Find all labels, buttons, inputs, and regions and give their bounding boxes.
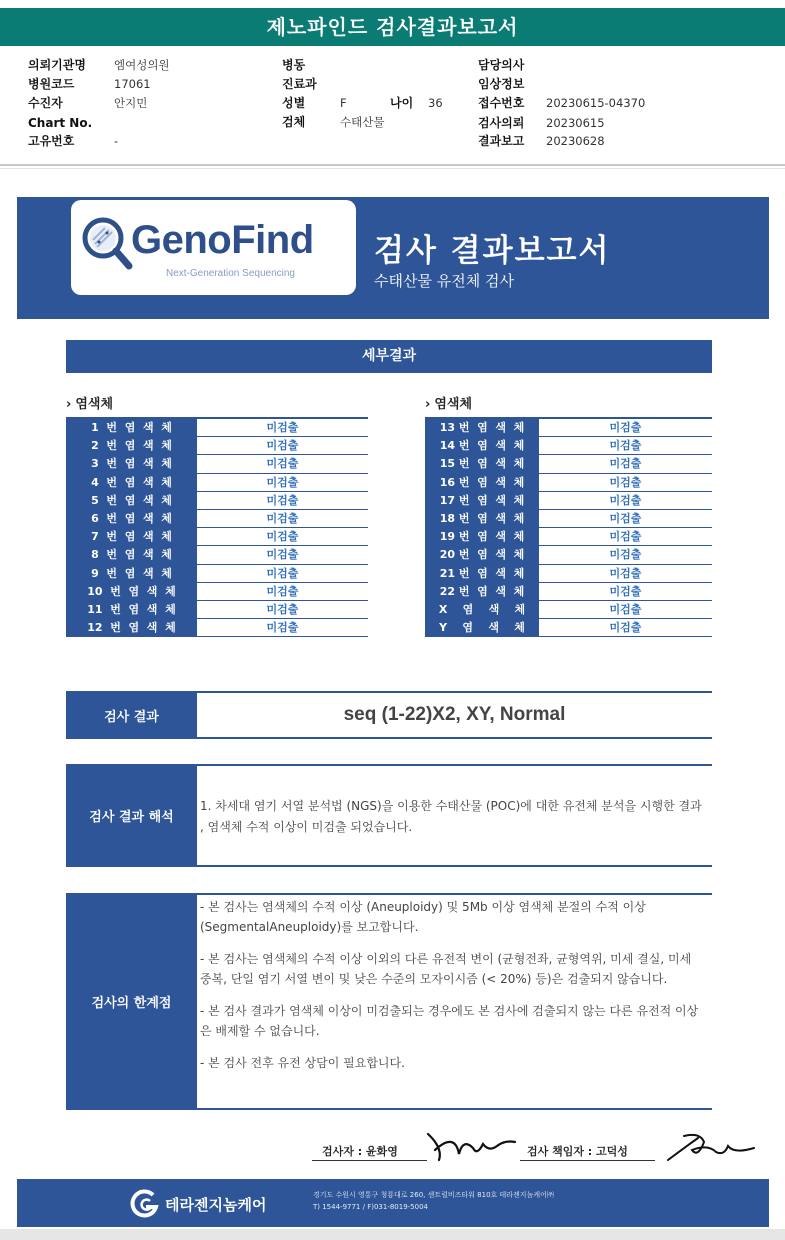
chromosome-name: 1 번 염 색 체 xyxy=(66,419,197,436)
chromosome-row xyxy=(425,619,712,637)
responsible-signature-image xyxy=(664,1128,759,1166)
age-value: 36 xyxy=(428,96,443,110)
limitation-item: - 본 검사 전후 유전 상담이 필요합니다. xyxy=(200,1056,405,1070)
chromosome-result: 미검출 xyxy=(266,493,299,507)
chromosome-result: 미검출 xyxy=(609,602,642,616)
limitations-block xyxy=(66,893,712,1110)
chromosome-name: X 염 색 체 xyxy=(425,601,539,618)
chromosome-name: 16 번 염 색 체 xyxy=(425,474,539,491)
magnifier-dna-icon xyxy=(79,214,135,280)
chromosome-result: 미검출 xyxy=(609,457,642,471)
chromosome-name: 15 번 염 색 체 xyxy=(425,455,539,472)
banner-title: 검사 결과보고서 xyxy=(374,233,611,269)
chevron-right-icon: › xyxy=(425,397,431,412)
institution-label: 의뢰기관명 xyxy=(28,58,86,72)
genofind-logo xyxy=(71,200,356,295)
tester-signature-label: 검사자 : 윤화영 xyxy=(322,1145,398,1158)
test-result-label: 검사 결과 xyxy=(66,693,197,737)
company-phone: T) 1544-9771 / F)031-8019-5004 xyxy=(313,1203,428,1211)
chromosome-row xyxy=(66,455,368,473)
report-label: 결과보고 xyxy=(478,134,525,148)
signature-line xyxy=(520,1160,655,1161)
chromosome-row xyxy=(425,492,712,510)
interpretation-text: 1. 차세대 염기 서열 분석법 (NGS)을 이용한 수태산물 (POC)에 대한 유전체 분석을 시행한 결과 , 염색체 수적 이상이 미검출 되었습니다. xyxy=(200,799,702,834)
limitation-item: - 본 검사 결과가 염색체 이상이 미검출되는 경우에도 본 검사에 검출되지 않는 다른 유전적 이상은 배제할 수 없습니다. xyxy=(200,1004,699,1038)
dept-label: 진료과 xyxy=(282,77,317,91)
company-name: 테라젠지놈케어 xyxy=(165,1196,267,1214)
page-bottom-edge xyxy=(0,1229,785,1240)
chromosome-name: 9 번 염 색 체 xyxy=(66,565,197,582)
banner-subtitle: 수태산물 유전체 검사 xyxy=(374,272,514,290)
chromosome-heading-right xyxy=(425,393,472,412)
chromosome-result: 미검출 xyxy=(266,548,299,562)
divider xyxy=(0,168,785,169)
doctor-label: 담당의사 xyxy=(478,58,525,72)
request-label: 검사의뢰 xyxy=(478,116,525,130)
company-logo-icon xyxy=(129,1189,161,1219)
sex-value: F xyxy=(340,96,347,110)
chromosome-result: 미검출 xyxy=(609,621,642,635)
chromosome-row xyxy=(425,510,712,528)
chromosome-result: 미검출 xyxy=(266,511,299,525)
chromosome-name: 12 번 염 색 체 xyxy=(66,619,197,636)
unique-value: - xyxy=(114,134,119,148)
chromosome-name: 20 번 염 색 체 xyxy=(425,546,539,563)
chromosome-result: 미검출 xyxy=(266,584,299,598)
chromosome-heading-left xyxy=(66,393,113,412)
chromosome-result: 미검출 xyxy=(266,439,299,453)
chromosome-result: 미검출 xyxy=(266,566,299,580)
detail-results-header: 세부결과 xyxy=(66,340,712,373)
chromosome-name: 19 번 염 색 체 xyxy=(425,528,539,545)
test-result-value: seq (1-22)X2, XY, Normal xyxy=(343,704,566,725)
chromosome-name: 13 번 염 색 체 xyxy=(425,419,539,436)
chromosome-result: 미검출 xyxy=(266,602,299,616)
chromosome-row xyxy=(425,528,712,546)
request-value: 20230615 xyxy=(546,116,605,130)
footer xyxy=(17,1179,769,1227)
chromosome-name: 21 번 염 색 체 xyxy=(425,565,539,582)
responsible-signature-label: 검사 책임자 : 고덕성 xyxy=(527,1145,628,1158)
chromosome-name: 7 번 염 색 체 xyxy=(66,528,197,545)
patient-info xyxy=(0,52,785,152)
sex-label: 성별 xyxy=(282,96,306,110)
report-value: 20230628 xyxy=(546,134,605,148)
receipt-value: 20230615-04370 xyxy=(546,96,646,110)
limitation-item: - 본 검사는 염색체의 수적 이상 (Aneuploidy) 및 5Mb 이상 염색체 분절의 수적 이상 (SegmentalAneuploidy)를 보고합니다. xyxy=(200,900,646,934)
chromosome-row xyxy=(425,546,712,564)
specimen-label: 검체 xyxy=(282,115,306,129)
chromosome-result: 미검출 xyxy=(266,530,299,544)
chromosome-row xyxy=(425,419,712,437)
chromosome-row xyxy=(66,528,368,546)
chromosome-row xyxy=(66,583,368,601)
chromosome-result: 미검출 xyxy=(609,493,642,507)
chromosome-row xyxy=(66,419,368,437)
chromosome-name: 14 번 염 색 체 xyxy=(425,437,539,454)
patient-value: 안지민 xyxy=(114,96,148,110)
chromosome-row xyxy=(66,601,368,619)
chromosome-result: 미검출 xyxy=(609,566,642,580)
hospital-code-label: 병원코드 xyxy=(28,77,75,91)
chromosome-row xyxy=(66,546,368,564)
divider xyxy=(0,164,785,166)
chromosome-row xyxy=(425,601,712,619)
unique-label: 고유번호 xyxy=(28,134,75,148)
chromosome-name: 22 번 염 색 체 xyxy=(425,583,539,600)
chromosome-table-right xyxy=(425,417,712,637)
chromosome-name: 8 번 염 색 체 xyxy=(66,546,197,563)
chromosome-row xyxy=(66,565,368,583)
chromosome-row xyxy=(66,510,368,528)
chromosome-name: 6 번 염 색 체 xyxy=(66,510,197,527)
report-header-title: 제노파인드 검사결과보고서 xyxy=(0,8,785,46)
patient-label: 수진자 xyxy=(28,96,63,110)
chromosome-result: 미검출 xyxy=(609,475,642,489)
chromosome-result: 미검출 xyxy=(266,475,299,489)
report-banner xyxy=(17,197,769,319)
company-address: 경기도 수원시 영통구 청룡대로 260, 센트럴비즈타워 810호 테라젠지놈케어㈜ xyxy=(313,1191,554,1199)
chromosome-result: 미검출 xyxy=(609,548,642,562)
limitations-label: 검사의 한계점 xyxy=(66,895,197,1108)
hospital-code-value: 17061 xyxy=(114,77,151,91)
chromosome-name: 4 번 염 색 체 xyxy=(66,474,197,491)
heading-text: 염색체 xyxy=(434,397,473,412)
chromosome-name: 2 번 염 색 체 xyxy=(66,437,197,454)
chromosome-result: 미검출 xyxy=(266,457,299,471)
chromosome-name: 5 번 염 색 체 xyxy=(66,492,197,509)
chart-label: Chart No. xyxy=(28,116,93,130)
chromosome-name: 18 번 염 색 체 xyxy=(425,510,539,527)
chromosome-row xyxy=(425,474,712,492)
chromosome-name: 10 번 염 색 체 xyxy=(66,583,197,600)
signature-line xyxy=(312,1160,427,1161)
chromosome-row xyxy=(425,437,712,455)
limitation-item: - 본 검사는 염색체의 수적 이상 이외의 다른 유전적 변이 (균형전좌, 균형역위, 미세 결실, 미세 중복, 단일 염기 서열 변이 및 낮은 수준의 모자이시즘 (< 20%) 등)은 검출되지 않습니다. xyxy=(200,952,692,986)
chromosome-row xyxy=(425,455,712,473)
chromosome-name: 17 번 염 색 체 xyxy=(425,492,539,509)
chromosome-name: Y 염 색 체 xyxy=(425,619,539,636)
chromosome-name: 11 번 염 색 체 xyxy=(66,601,197,618)
ward-label: 병동 xyxy=(282,58,306,72)
chromosome-result: 미검출 xyxy=(609,511,642,525)
interpretation-block xyxy=(66,764,712,867)
test-result-block xyxy=(66,691,712,739)
chromosome-result: 미검출 xyxy=(609,530,642,544)
chromosome-row xyxy=(425,583,712,601)
logo-subtext: Next-Generation Sequencing xyxy=(166,268,295,279)
chromosome-row xyxy=(66,492,368,510)
clinical-label: 임상정보 xyxy=(478,77,525,91)
chromosome-result: 미검출 xyxy=(609,439,642,453)
chromosome-row xyxy=(425,565,712,583)
interpretation-label: 검사 결과 해석 xyxy=(66,766,197,865)
institution-value: 엠여성의원 xyxy=(114,58,170,72)
heading-text: 염색체 xyxy=(75,397,114,412)
company-contact xyxy=(313,1189,554,1213)
chromosome-result: 미검출 xyxy=(609,421,642,434)
chromosome-result: 미검출 xyxy=(266,421,299,434)
specimen-value: 수태산물 xyxy=(340,115,385,129)
chromosome-row xyxy=(66,619,368,637)
chevron-right-icon: › xyxy=(66,397,72,412)
age-label: 나이 xyxy=(390,96,414,110)
chromosome-name: 3 번 염 색 체 xyxy=(66,455,197,472)
chromosome-row xyxy=(66,474,368,492)
chromosome-result: 미검출 xyxy=(609,584,642,598)
tester-signature-image xyxy=(425,1126,520,1166)
chromosome-result: 미검출 xyxy=(266,621,299,635)
receipt-label: 접수번호 xyxy=(478,96,525,110)
chromosome-row xyxy=(66,437,368,455)
limitations-list xyxy=(200,897,706,1085)
chromosome-table-left xyxy=(66,417,368,637)
logo-text: GenoFind xyxy=(131,218,314,262)
